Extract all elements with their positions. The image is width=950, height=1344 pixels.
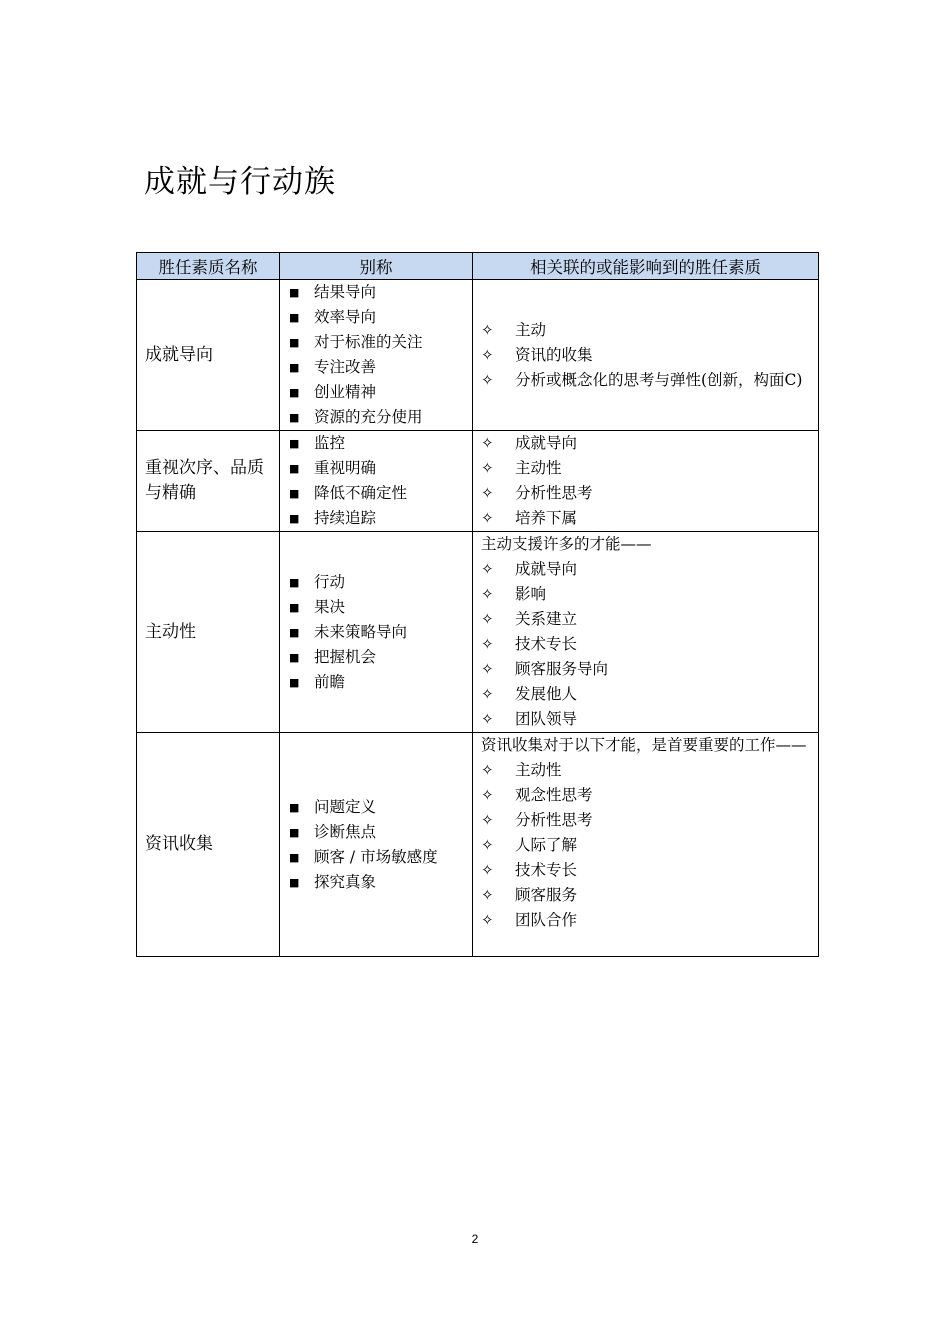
related-text: 分析或概念化的思考与弹性(创新，构面C) [515,370,803,389]
related-text: 培养下属 [515,509,578,527]
diamond-star-bullet-icon: ✧ [481,370,494,389]
competency-table [136,252,819,957]
competency-name: 重视次序、品质与精确 [137,431,280,532]
alias-text: 资源的充分使用 [314,408,423,426]
alias-cell [280,431,473,532]
related-list [473,431,818,531]
alias-text: 持续追踪 [314,509,377,527]
related-item [473,343,818,368]
diamond-star-bullet-icon: ✧ [481,911,494,929]
alias-list [280,570,472,695]
alias-text: 效率导向 [314,308,377,326]
alias-text: 监控 [314,434,346,452]
alias-text: 重视明确 [314,459,377,477]
alias-item [280,330,472,355]
related-text: 技术专长 [515,861,578,879]
related-item [473,682,818,707]
related-text: 顾客服务 [515,886,578,904]
related-cell [473,532,819,733]
alias-cell [280,733,473,957]
diamond-star-bullet-icon: ✧ [481,345,494,364]
page-title: 成就与行动族 [144,164,336,200]
table-header-row [137,253,819,280]
related-item [473,657,818,682]
related-text: 主动 [515,320,547,339]
related-item [473,456,818,481]
square-bullet-icon: ■ [289,361,300,374]
square-bullet-icon: ■ [289,800,300,814]
alias-text: 诊断焦点 [314,822,377,841]
related-item [473,908,818,933]
alias-item [280,645,472,670]
diamond-star-bullet-icon: ✧ [481,509,494,527]
square-bullet-icon: ■ [289,462,300,475]
diamond-star-bullet-icon: ✧ [481,560,494,578]
table-row [137,431,819,532]
square-bullet-icon: ■ [289,625,300,639]
square-bullet-icon: ■ [289,850,300,864]
square-bullet-icon: ■ [289,437,300,450]
alias-text: 行动 [314,572,346,591]
alias-item [280,280,472,305]
diamond-star-bullet-icon: ✧ [481,320,494,339]
related-cell [473,280,819,431]
related-item [473,481,818,506]
related-item [473,368,818,393]
square-bullet-icon: ■ [289,286,300,299]
diamond-star-bullet-icon: ✧ [481,861,494,879]
related-item [473,582,818,607]
competency-name: 资讯收集 [137,733,280,957]
diamond-star-bullet-icon: ✧ [481,459,494,477]
square-bullet-icon: ■ [289,386,300,399]
related-text: 主动性 [515,459,562,477]
table-row [137,733,819,957]
table-body [137,280,819,957]
alias-list [280,431,472,531]
page-number: 2 [471,1232,479,1246]
square-bullet-icon: ■ [289,311,300,324]
header-alias: 别称 [280,253,473,280]
related-text: 团队合作 [515,911,578,929]
alias-text: 果决 [314,597,346,616]
alias-item [280,595,472,620]
alias-list [280,795,472,895]
alias-text: 创业精神 [314,383,377,401]
alias-item [280,570,472,595]
alias-item [280,870,472,895]
alias-item [280,795,472,820]
alias-text: 结果导向 [314,283,377,301]
square-bullet-icon: ■ [289,675,300,689]
related-item [473,883,818,908]
square-bullet-icon: ■ [289,575,300,589]
related-text: 人际了解 [515,836,578,854]
related-item [473,783,818,808]
header-competency-name: 胜任素质名称 [137,253,280,280]
square-bullet-icon: ■ [289,650,300,664]
related-cell [473,431,819,532]
diamond-star-bullet-icon: ✧ [481,811,494,829]
alias-text: 问题定义 [314,797,377,816]
alias-item [280,506,472,531]
related-intro: 资讯收集对于以下才能，是首要重要的工作—— [481,736,807,754]
square-bullet-icon: ■ [289,875,300,889]
alias-text: 前瞻 [314,672,346,691]
diamond-star-bullet-icon: ✧ [481,786,494,804]
diamond-star-bullet-icon: ✧ [481,610,494,628]
alias-item [280,820,472,845]
alias-text: 专注改善 [314,358,377,376]
related-item [473,607,818,632]
diamond-star-bullet-icon: ✧ [481,434,494,452]
alias-text: 未来策略导向 [314,622,408,641]
alias-text: 对于标准的关注 [314,333,423,351]
related-text: 成就导向 [515,434,578,452]
diamond-star-bullet-icon: ✧ [481,761,494,779]
related-text: 发展他人 [515,685,578,703]
related-text: 影响 [515,585,547,603]
alias-cell [280,280,473,431]
alias-item [280,670,472,695]
alias-text: 探究真象 [314,872,377,891]
alias-text: 把握机会 [314,647,377,666]
related-text: 分析性思考 [515,811,593,829]
related-item [473,858,818,883]
related-text: 顾客服务导向 [515,660,609,678]
diamond-star-bullet-icon: ✧ [481,585,494,603]
related-item [473,632,818,657]
table-row [137,532,819,733]
competency-name: 成就导向 [137,280,280,431]
related-text: 分析性思考 [515,484,593,502]
alias-item [280,481,472,506]
related-text: 资讯的收集 [515,345,593,364]
alias-item [280,405,472,430]
related-cell [473,733,819,957]
square-bullet-icon: ■ [289,411,300,424]
alias-item [280,380,472,405]
square-bullet-icon: ■ [289,487,300,500]
related-text: 观念性思考 [515,786,593,804]
table-row [137,280,819,431]
related-list [473,318,818,393]
diamond-star-bullet-icon: ✧ [481,484,494,502]
related-text: 主动性 [515,761,562,779]
related-list [473,557,818,732]
alias-list [280,280,472,430]
diamond-star-bullet-icon: ✧ [481,710,494,728]
square-bullet-icon: ■ [289,336,300,349]
alias-text: 降低不确定性 [314,484,408,502]
alias-item [280,845,472,870]
related-list [473,758,818,933]
related-item [473,506,818,531]
related-item [473,318,818,343]
alias-item [280,355,472,380]
related-text: 技术专长 [515,635,578,653]
alias-text: 顾客 / 市场敏感度 [314,847,438,866]
alias-item [280,305,472,330]
square-bullet-icon: ■ [289,825,300,839]
related-text: 关系建立 [515,610,578,628]
related-item [473,431,818,456]
related-item [473,758,818,783]
related-item [473,808,818,833]
competency-name: 主动性 [137,532,280,733]
square-bullet-icon: ■ [289,512,300,525]
related-item [473,707,818,732]
header-related-competencies: 相关联的或能影响到的胜任素质 [473,253,819,280]
alias-item [280,456,472,481]
diamond-star-bullet-icon: ✧ [481,685,494,703]
diamond-star-bullet-icon: ✧ [481,660,494,678]
alias-item [280,620,472,645]
related-text: 团队领导 [515,710,578,728]
related-text: 成就导向 [515,560,578,578]
related-item [473,833,818,858]
square-bullet-icon: ■ [289,600,300,614]
related-intro: 主动支援许多的才能—— [481,535,652,553]
diamond-star-bullet-icon: ✧ [481,635,494,653]
related-item [473,557,818,582]
alias-cell [280,532,473,733]
alias-item [280,431,472,456]
diamond-star-bullet-icon: ✧ [481,886,494,904]
diamond-star-bullet-icon: ✧ [481,836,494,854]
